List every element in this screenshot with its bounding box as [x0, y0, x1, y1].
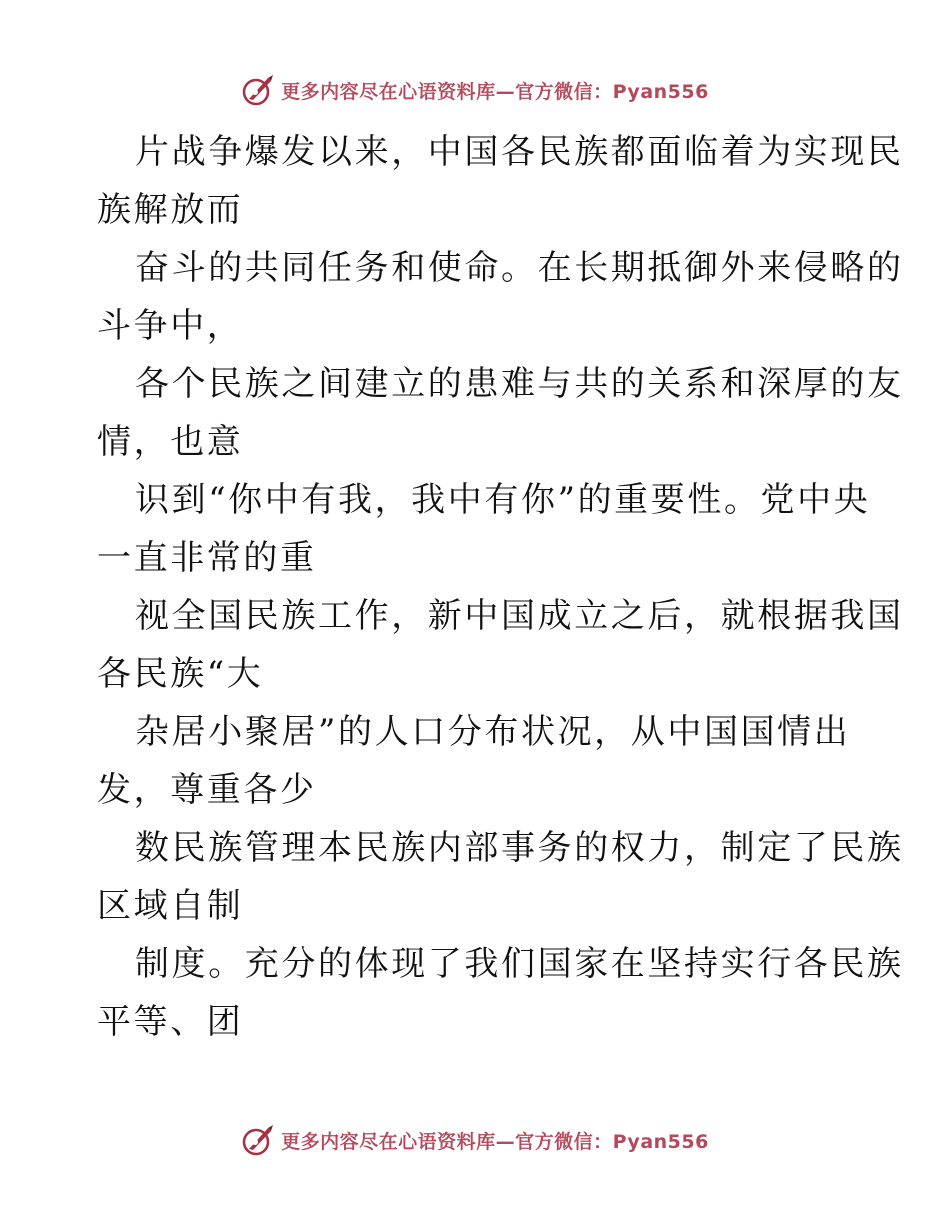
text-line: 情，也意 — [97, 422, 244, 462]
footer-text: 更多内容尽在心语资料库—官方微信：Pyan556 — [281, 1130, 709, 1153]
text-line: 发，尊重各少 — [97, 770, 317, 810]
text-line: 制度。充分的体现了我们国家在坚持实行各民族 — [135, 944, 904, 984]
text-line: 斗争中， — [97, 306, 244, 346]
text-line: 一直非常的重 — [97, 538, 317, 578]
text-line: 各个民族之间建立的患难与共的关系和深厚的友 — [135, 364, 904, 404]
text-line: 族解放而 — [97, 190, 244, 230]
text-line: 各民族“大 — [97, 654, 264, 694]
quill-pen-logo-icon — [241, 73, 275, 107]
text-line: 视全国民族工作，新中国成立之后，就根据我国 — [135, 596, 904, 636]
quill-pen-logo-icon — [241, 1123, 275, 1157]
text-line: 杂居小聚居”的人口分布状况，从中国国情出 — [135, 712, 851, 752]
page-footer-banner — [0, 1120, 950, 1160]
text-line: 平等、团 — [97, 1002, 244, 1042]
text-line: 区域自制 — [97, 886, 244, 926]
header-text: 更多内容尽在心语资料库—官方微信：Pyan556 — [281, 80, 709, 103]
document-body — [97, 123, 904, 1051]
text-line: 片战争爆发以来，中国各民族都面临着为实现民 — [135, 132, 904, 172]
text-line: 识到“你中有我，我中有你”的重要性。党中央 — [135, 480, 871, 520]
text-line: 数民族管理本民族内部事务的权力，制定了民族 — [135, 828, 904, 868]
text-line: 奋斗的共同任务和使命。在长期抵御外来侵略的 — [135, 248, 904, 288]
page-header-banner — [0, 70, 950, 110]
